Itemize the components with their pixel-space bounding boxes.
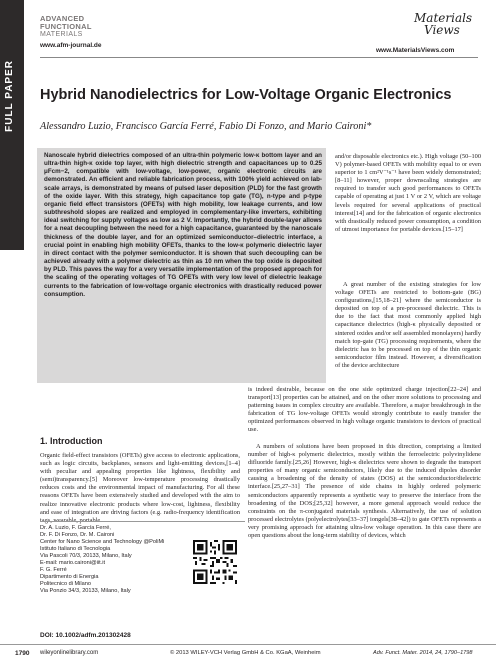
affiliation-line: Politecnico di Milano [40,581,91,587]
publisher-url[interactable]: www.MaterialsViews.com [376,47,455,54]
footer-url[interactable]: wileyonlinelibrary.com [40,650,99,656]
affiliation-line: F. G. Ferré [40,567,67,573]
paper-title: Hybrid Nanodielectrics for Low-Voltage Organic Electronics [40,87,452,103]
footer-copyright: © 2013 WILEY-VCH Verlag GmbH & Co. KGaA, Weinheim [170,650,321,656]
qr-code-icon[interactable] [193,540,237,584]
doi-link[interactable]: DOI: 10.1002/adfm.201302428 [40,632,131,639]
publisher-logo-line2: Views [424,23,460,37]
affiliation-line: Center for Nano Science and Technology @PoliMi [40,539,165,545]
right-column-paragraph-2: A great number of the existing strategies for low voltage OFETs are restricted to bottom-gate (BG) configurations,[15,18–21] where the semiconductor is deposited on top of a pre-processed dielectric. This is due to the fact that most commonly applied high capacitance dielectrics (high-κ physically deposited or sintered oxides and/or self assembled monolayers) hardly match top-gate (TG) processing requirements, where the dielectric has to be processed on top of the thin organic semiconductor film instead. However, a diversification of the device architecture [335,281,481,369]
affiliation-line: Dr. A. Luzio, F. García Ferré, [40,525,111,531]
introduction-paragraph: Organic field-effect transistors (OFETs) give access to electronic applications, such as logic circuits, backplanes, sensors and light-emitting devices,[1–4] with peculiar and appealing properties like lightness, flexibility and (semi)transparency.[5] Moreover low-temperature processing drastically reduces costs and the environmental impact of manufacturing. For all these reasons OFETs have been extensively studied and developed with the aim to realize innovative electronic products where low-cost, lightness, flexibility and ease of integration are driving factors (e.g. radio-frequency identification [40,452,240,516]
author-list: Alessandro Luzio, Francisco García Ferré, Fabio Di Fonzo, and Mario Caironi* [40,121,372,132]
email-line[interactable]: E-mail: mario.caironi@iit.it [40,560,106,566]
publisher-logo-line1: Materials [414,11,473,25]
right-column-paragraph-3: is indeed desirable, because on the one side optimized charge injection[22–24] and transport[13] properties can be attained, and on the other more solutions to processing and patterning issues in complex circuitry are available. Therefore, a major breakthrough in the fabrication of TG low-voltage OFETs would strongly contribute to easily transfer the optimized performances observed in high voltage organic transistors to devices of practical use. [248,386,481,434]
journal-logo-line3: MATERIALS [40,31,83,38]
affiliation-line: Dipartimento di Energia [40,574,99,580]
author-affiliations [40,525,190,595]
affiliation-line: Via Pascoli 70/3, 20133, Milano, Italy [40,553,132,559]
journal-logo-line2: FUNCTIONAL [40,22,92,31]
full-paper-strip [0,0,24,250]
journal-url[interactable]: www.afm-journal.de [40,42,102,49]
affiliation-line: Dr. F. Di Fonzo, Dr. M. Caironi [40,532,115,538]
page-number: 1790 [15,650,30,657]
journal-logo-line1: ADVANCED [40,14,85,23]
right-column-paragraph-1: and/or disposable electronics etc.). High voltage (50–100 V) polymer-based OFETs with mobility equal to or even superior to 1 cm²V⁻¹s⁻¹ have been widely demonstrated;[8–11] however, proper downscaling strategies are required to transfer such good performances to OFETs capable of operating at just 1 V or 2 V, which are voltage levels required for several applications of practical interest[14] and for the fabrication of organic electronics with drastically reduced power consumption, a condition of utmost importance for portable devices.[15–17] [335,153,481,233]
footer-citation: Adv. Funct. Mater. 2014, 24, 1790–1798 [373,650,473,656]
right-column-paragraph-4: A numbers of solutions have been proposed in this direction, comprising a limited number of high-κ polymeric dielectrics, mostly within the ferroelectric polyvinylidene difluoride family.[25,26] However, high-κ dielectrics were shown to degrade the transport properties of many organic semiconductors, likely due to the induced dipoles disorder causing a broadening of the density of states (DOS) at the semiconductor/dielectric interface.[25,27–31] The presence of side chains in highly ordered polymeric semiconductors apparently represents a synthetic way to preserve the interface from the broadening of the DOS;[25,32] however, a more general approach would reduce the constraints on the π-conjugated materials synthesis. Alternatively, the use of solution processed electrolytes (polyelectrolytes[33–37] iongels[38–42]) to gate OFETs represents a very promising approach for attaining ultra-low voltage operation. In this case there are open questions about the long-term stability of devices, which [248,443,481,540]
affiliation-line: Via Ponzio 34/3, 20133, Milano, Italy [40,588,131,594]
full-paper-label: FULL PAPER [4,60,15,132]
affiliation-line: Istituto Italiano di Tecnologia [40,546,111,552]
publisher-logo [414,12,472,36]
journal-logo [40,15,92,39]
section-heading-introduction: 1. Introduction [40,436,103,446]
author-info-divider [40,521,245,522]
abstract-text: Nanoscale hybrid dielectrics composed of an ultra-thin polymeric low-κ bottom layer and an ultra-thin high-κ oxide top layer, with high dielectric strength and capacitances up to 0.25 μFcm−2, compatible with low-voltage, low-power, organic electronic circuits are demonstrated. An efficient and reliable fabrication process, with 100% yield achieved on lab-scale arrays, is demonstrated by means of pulsed laser deposition (PLD) for the fast growth of the oxide layer. With this strategy, high capacitance top gate (TG), n-type and p-type organic field effect transistors (OFETs) with high mobility, low leakage currents, and low subthreshold slopes are realized and employed in complementary-like inverters, exhibiting ideal switching for supply voltages as low as 2 V. Importantly, the hybrid double-layer allows for a neat decoupling between the need for a high capacitance, guaranteed by the nanoscale thickness of the double layer, and for an optimized semiconductor–dielectric interface, a crucial point in enabling high mobility OFETs, thanks to the low-κ polymeric dielectric layer in direct contact with the polymer semiconductor. It is shown that such decoupling can be achieved already with a polymer dielectric as thin as 10 nm when the top oxide is deposited by PLD. This paves the way for a very versatile implementation of the proposed approach for the scaling of the operating voltages of TG OFETs with very low level of dielectric leakage currents to the fabrication of low-voltage organic electronics with drastically reduced power consumption. [44,152,322,298]
footer-divider [0,644,496,645]
header-divider [40,57,478,58]
